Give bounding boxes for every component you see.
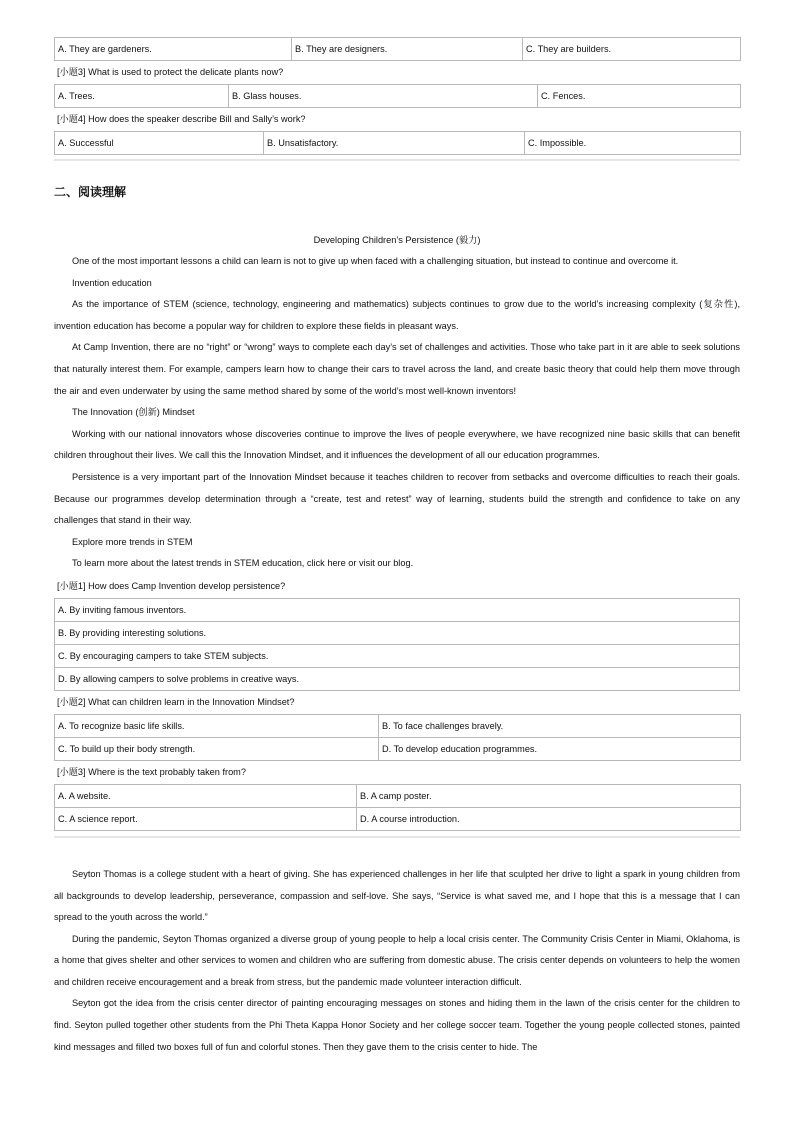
- paragraph: To learn more about the latest trends in STEM education, click here or visit our blog.: [72, 558, 414, 569]
- question-stem: [小题2] What can children learn in the Innovation Mindset?: [57, 696, 295, 707]
- option-c[interactable]: C. A science report.: [55, 807, 357, 830]
- passage-title: Developing Children’s Persistence (毅力): [313, 235, 481, 245]
- page-content: [54, 37, 740, 1058]
- option-b[interactable]: B. They are designers.: [292, 38, 523, 61]
- paragraph: Working with our national innovators whose discoveries continue to improve the lives of people everywhere, we have recognized nine basic skills that can benefit children throughout their lives. We call this the Innovation Mindset, and it influences the development of all our education programmes.: [54, 428, 740, 461]
- listening-q4-options: [54, 131, 741, 155]
- option-c[interactable]: C. Impossible.: [525, 132, 741, 155]
- section-title: 二、阅读理解: [54, 185, 127, 199]
- option-c[interactable]: C. They are builders.: [523, 38, 741, 61]
- divider: [54, 159, 740, 161]
- paragraph: One of the most important lessons a child can learn is not to give up when faced with a challenging situation, but instead to continue and overcome it.: [72, 256, 679, 266]
- option-a[interactable]: A. Successful: [55, 132, 264, 155]
- option-d[interactable]: D. By allowing campers to solve problems in creative ways.: [55, 667, 740, 690]
- option-a[interactable]: A. Trees.: [55, 85, 229, 108]
- option-d[interactable]: D. A course introduction.: [357, 807, 741, 830]
- option-c[interactable]: C. By encouraging campers to take STEM subjects.: [55, 644, 740, 667]
- question-stem: [小题3] What is used to protect the delicate plants now?: [57, 67, 284, 77]
- divider: [54, 836, 740, 838]
- listening-q2-options: [54, 37, 741, 61]
- paragraph: As the importance of STEM (science, technology, engineering and mathematics) subjects continues to grow due to the world’s increasing complexity (复杂性), invention education has become a popular way for children to explore these fields in pleasant ways.: [54, 299, 740, 331]
- question-stem: [小题3] Where is the text probably taken from?: [57, 766, 246, 777]
- paragraph: Seyton Thomas is a college student with a heart of giving. She has experienced challenges in her life that sculpted her drive to light a spark in young children from all backgrounds to develop leadership, perseverance, compassion and self-love. She says, “Service is what saved me, and I hope that this is a message that I can spread to the youth across the world.”: [54, 868, 740, 923]
- option-c[interactable]: C. To build up their body strength.: [55, 737, 379, 760]
- question-stem: [小题1] How does Camp Invention develop persistence?: [57, 580, 286, 591]
- option-b[interactable]: B. A camp poster.: [357, 784, 741, 807]
- option-a[interactable]: A. By inviting famous inventors.: [55, 598, 740, 621]
- paragraph: Persistence is a very important part of the Innovation Mindset because it teaches children to recover from setbacks and overcome difficulties to reach their goals. Because our programmes develop determination through a “create, test and retest” way of learning, students build the strength and confidence to take on any challenges that stand in their way.: [54, 471, 740, 526]
- subheading: The Innovation (创新) Mindset: [72, 407, 195, 418]
- subheading: Explore more trends in STEM: [72, 536, 193, 547]
- listening-q3-options: [54, 84, 741, 108]
- paragraph: Seyton got the idea from the crisis center director of painting encouraging messages on stones and hiding them in the lawn of the crisis center for the children to find. Seyton pulled together other students from the Phi Theta Kappa Honor Society and her college soccer team. Together the young people collected stones, painted kind messages and filled two boxes full of fun and colorful stones. Then they gave them to the crisis center to hide. The: [54, 998, 740, 1052]
- option-b[interactable]: B. To face challenges bravely.: [379, 714, 741, 737]
- option-a[interactable]: A. A website.: [55, 784, 357, 807]
- option-a[interactable]: A. They are gardeners.: [55, 38, 292, 61]
- option-b[interactable]: B. Glass houses.: [229, 85, 538, 108]
- option-b[interactable]: B. By providing interesting solutions.: [55, 621, 740, 644]
- option-c[interactable]: C. Fences.: [538, 85, 741, 108]
- paragraph: At Camp Invention, there are no “right” or “wrong” ways to complete each day’s set of challenges and activities. Those who take part in it are able to seek solutions that naturally interest them. For example, campers learn how to change their cars to travel across the land, and create basic theory that could help them move through the air and even underwater by using the same method shared by some of the world’s most well-known inventors!: [54, 342, 740, 396]
- paragraph: During the pandemic, Seyton Thomas organized a diverse group of young people to help a local crisis center. The Community Crisis Center in Miami, Oklahoma, is a home that gives shelter and other services to women and children who are suffering from domestic abuse. The crisis center depends on volunteers to help the women and children receive encouragement and a break from stress, but the pandemic made volunteer interaction difficult.: [54, 933, 740, 987]
- subheading: Invention education: [72, 277, 152, 288]
- q1-options: [54, 598, 740, 691]
- option-d[interactable]: D. To develop education programmes.: [379, 737, 741, 760]
- question-stem: [小题4] How does the speaker describe Bill and Sally’s work?: [57, 114, 306, 124]
- q2-options: [54, 714, 741, 761]
- q3-options: [54, 784, 741, 831]
- option-b[interactable]: B. Unsatisfactory.: [264, 132, 525, 155]
- option-a[interactable]: A. To recognize basic life skills.: [55, 714, 379, 737]
